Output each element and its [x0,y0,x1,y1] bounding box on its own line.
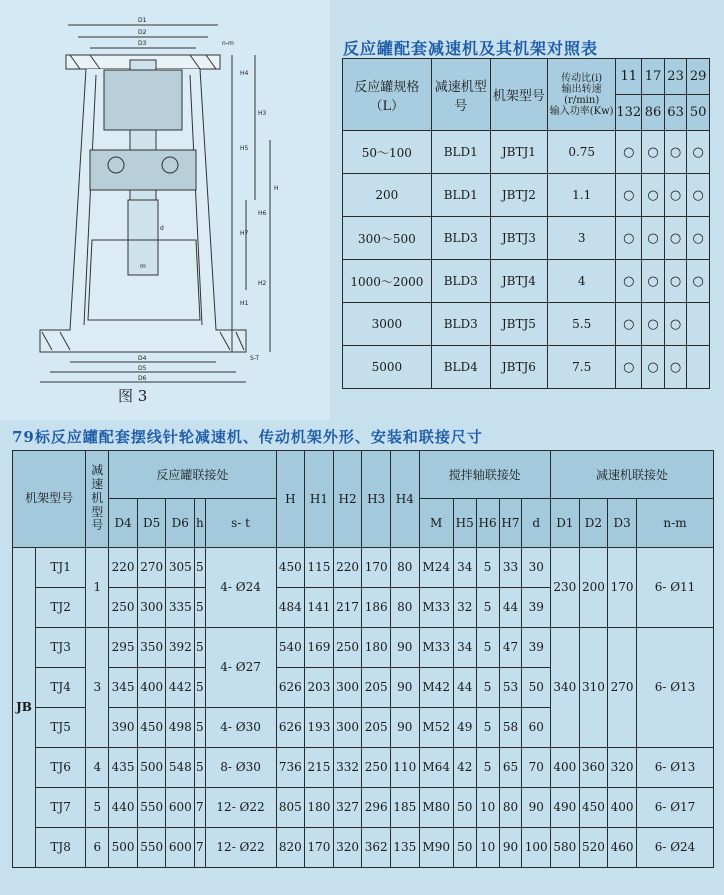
cell-h: 450 [276,547,305,587]
cell-spec: 5000 [343,346,432,389]
compat-mark: ○ [616,260,642,303]
header-H1: H1 [305,451,334,548]
cell-tj: TJ2 [36,587,86,627]
cell-power: 1.1 [547,174,615,217]
cell-d: 39 [522,587,551,627]
compat-mark: ○ [664,174,687,217]
cell-h: 5 [195,587,205,627]
series-jb: JB [13,547,36,867]
ratio-29: 29 [687,59,710,95]
cell-d5: 300 [137,587,166,627]
cell-d: 50 [522,667,551,707]
dim-label-d5: D5 [138,365,147,372]
cell-h: 820 [276,827,305,867]
cell-h5: 32 [453,587,476,627]
cell-m: M33 [419,627,453,667]
cell-d3: 270 [608,627,637,747]
table2-row [13,747,714,787]
header-power: 输入功率(Kw) [549,105,614,117]
cell-h6: 10 [476,787,499,827]
cell-m: M80 [419,787,453,827]
table1-row [343,131,710,174]
cell-d6: 600 [166,827,195,867]
cell-h6: 5 [476,747,499,787]
compat-mark: ○ [687,217,710,260]
dim-label-m: m [140,263,146,270]
cell-tj: TJ1 [36,547,86,587]
cell-d1: 340 [551,627,580,747]
cell-d4: 295 [109,627,138,667]
cell-d4: 500 [109,827,138,867]
cell-h7: 53 [499,667,522,707]
cell-tj: TJ3 [36,627,86,667]
cell-d5: 500 [137,747,166,787]
reducer-frame-table [342,58,710,389]
compat-mark: ○ [642,303,665,346]
cell-m: M64 [419,747,453,787]
dim-label-h2: H2 [258,280,267,287]
cell-power: 4 [547,260,615,303]
table1-row [343,303,710,346]
cell-d6: 600 [166,787,195,827]
cell-h5: 44 [453,667,476,707]
header-H3: H3 [362,451,391,548]
cell-h4: 90 [390,707,419,747]
cell-m: M90 [419,827,453,867]
compat-mark: ○ [616,217,642,260]
cell-h1: 215 [305,747,334,787]
header-H6: H6 [476,499,499,547]
cell-power: 3 [547,217,615,260]
cell-reducer-model: 6 [86,827,109,867]
cell-frame: JBTJ4 [490,260,547,303]
cell-spec: 200 [343,174,432,217]
cell-d6: 392 [166,627,195,667]
ratio-23: 23 [664,59,687,95]
cell-d5: 350 [137,627,166,667]
cell-d3: 400 [608,787,637,827]
compat-mark: ○ [664,303,687,346]
dim-label-h6: H6 [258,210,267,217]
cell-h: 626 [276,707,305,747]
cell-spec: 300～500 [343,217,432,260]
compat-mark: ○ [616,303,642,346]
header-reducer-model: 减速机型号 [86,451,109,548]
dim-label-h7: H7 [240,230,249,237]
cell-d: 39 [522,627,551,667]
cell-tj: TJ6 [36,747,86,787]
cell-d2: 360 [579,747,608,787]
header-H4: H4 [390,451,419,548]
cell-m: M24 [419,547,453,587]
header-reducer: 减速机型号 [431,59,490,131]
cell-power: 5.5 [547,303,615,346]
cell-reducer-model: 5 [86,787,109,827]
cell-reducer: BLD1 [431,131,490,174]
cell-st: 4- Ø24 [205,547,276,627]
cell-d5: 550 [137,827,166,867]
compat-mark: ○ [664,217,687,260]
header-ratio: 传动比(i) [561,72,603,84]
header-H2: H2 [333,451,362,548]
header-D1: D1 [551,499,580,547]
cell-h2: 250 [333,627,362,667]
header-frame: 机架型号 [490,59,547,131]
cell-spec: 50～100 [343,131,432,174]
cell-h: 5 [195,707,205,747]
cell-h: 736 [276,747,305,787]
compat-mark [687,303,710,346]
compat-mark: ○ [664,131,687,174]
cell-h2: 320 [333,827,362,867]
cell-h1: 193 [305,707,334,747]
compat-mark [687,346,710,389]
header-M: M [419,499,453,547]
cell-h7: 47 [499,627,522,667]
cell-d: 30 [522,547,551,587]
cell-h7: 44 [499,587,522,627]
dim-label-h: H [274,185,279,192]
cell-h: 626 [276,667,305,707]
compat-mark: ○ [664,346,687,389]
cell-frame: JBTJ5 [490,303,547,346]
compat-mark: ○ [642,217,665,260]
header-H5: H5 [453,499,476,547]
header-d5: D5 [137,499,166,547]
dim-label-st: S-T [250,355,260,362]
cell-d6: 442 [166,667,195,707]
cell-d3: 170 [608,547,637,627]
table1-row [343,174,710,217]
cell-h6: 10 [476,827,499,867]
table1-row [343,217,710,260]
cell-h3: 186 [362,587,391,627]
cell-nm: 6- Ø17 [637,787,714,827]
speed-50: 50 [687,95,710,131]
header-reducer-conn: 减速机联接处 [551,451,714,499]
cell-d1: 580 [551,827,580,867]
cell-h5: 42 [453,747,476,787]
cell-tj: TJ7 [36,787,86,827]
header-shaft-conn: 搅拌轴联接处 [419,451,550,499]
cell-d1: 230 [551,547,580,627]
cell-h6: 5 [476,587,499,627]
cell-h1: 169 [305,627,334,667]
header-diagonal [547,59,615,131]
speed-63: 63 [664,95,687,131]
compat-mark: ○ [642,174,665,217]
cell-h4: 90 [390,667,419,707]
cell-d4: 220 [109,547,138,587]
cell-d4: 250 [109,587,138,627]
cell-d: 70 [522,747,551,787]
frame-drawing [0,0,330,420]
cell-h: 5 [195,747,205,787]
cell-h: 5 [195,627,205,667]
cell-h2: 217 [333,587,362,627]
cell-h4: 185 [390,787,419,827]
cell-h3: 250 [362,747,391,787]
frame-drawing-svg [0,0,330,420]
cell-h4: 135 [390,827,419,867]
header-h: h [195,499,205,547]
cell-h1: 115 [305,547,334,587]
table1-row [343,260,710,303]
cell-h5: 50 [453,787,476,827]
dim-label-dd: d [160,225,164,232]
cell-h2: 300 [333,667,362,707]
compat-mark: ○ [664,260,687,303]
speed-86: 86 [642,95,665,131]
cell-st: 8- Ø30 [205,747,276,787]
cell-st: 12- Ø22 [205,827,276,867]
dim-label-d4: D4 [138,355,147,362]
header-nm: n-m [637,499,714,547]
cell-d5: 550 [137,787,166,827]
compat-mark: ○ [687,174,710,217]
cell-st: 4- Ø27 [205,627,276,707]
cell-h: 5 [195,667,205,707]
cell-h2: 332 [333,747,362,787]
compat-mark: ○ [616,174,642,217]
cell-d6: 498 [166,707,195,747]
cell-d3: 320 [608,747,637,787]
cell-h: 805 [276,787,305,827]
cell-h3: 205 [362,707,391,747]
cell-tj: TJ5 [36,707,86,747]
cell-h2: 327 [333,787,362,827]
cell-h5: 49 [453,707,476,747]
header-spec: 反应罐规格（L） [343,59,432,131]
header-d6: D6 [166,499,195,547]
cell-d4: 345 [109,667,138,707]
header-st: s- t [205,499,276,547]
cell-d2: 200 [579,547,608,627]
compat-mark: ○ [687,260,710,303]
cell-nm: 6- Ø13 [637,747,714,787]
cell-h1: 180 [305,787,334,827]
cell-h: 484 [276,587,305,627]
cell-h7: 80 [499,787,522,827]
cell-h: 5 [195,547,205,587]
ratio-11: 11 [616,59,642,95]
cell-d5: 400 [137,667,166,707]
dim-label-h1: H1 [240,300,249,307]
header-d: d [522,499,551,547]
cell-h7: 65 [499,747,522,787]
cell-m: M52 [419,707,453,747]
cell-m: M42 [419,667,453,707]
compat-mark: ○ [687,131,710,174]
cell-h6: 5 [476,667,499,707]
cell-h6: 5 [476,547,499,587]
cell-h3: 362 [362,827,391,867]
compat-mark: ○ [642,346,665,389]
cell-nm: 6- Ø11 [637,547,714,627]
cell-power: 7.5 [547,346,615,389]
cell-m: M33 [419,587,453,627]
cell-h1: 170 [305,827,334,867]
table2-row [13,547,714,587]
cell-d1: 400 [551,747,580,787]
cell-d1: 490 [551,787,580,827]
cell-d6: 548 [166,747,195,787]
cell-h3: 170 [362,547,391,587]
header-speed: 输出转速(r/min) [561,83,602,106]
compat-mark: ○ [616,346,642,389]
cell-st: 12- Ø22 [205,787,276,827]
table1-title: 反应罐配套减速机及其机架对照表 [343,39,599,58]
dim-label-nm: n-m [222,40,234,47]
header-H: H [276,451,305,548]
header-H7: H7 [499,499,522,547]
cell-h4: 80 [390,547,419,587]
compat-mark: ○ [616,131,642,174]
cell-h: 7 [195,787,205,827]
cell-h4: 80 [390,587,419,627]
cell-h3: 180 [362,627,391,667]
cell-d: 60 [522,707,551,747]
compat-mark: ○ [642,131,665,174]
cell-d: 90 [522,787,551,827]
dim-label-d1: D1 [138,17,147,24]
dim-label-h3: H3 [258,110,267,117]
cell-d6: 335 [166,587,195,627]
header-frame-model: 机架型号 [13,451,86,548]
dim-label-d2: D2 [138,29,147,36]
dim-label-d3: D3 [138,40,147,47]
cell-h1: 203 [305,667,334,707]
cell-d4: 390 [109,707,138,747]
speed-132: 132 [616,95,642,131]
cell-frame: JBTJ2 [490,174,547,217]
cell-d2: 450 [579,787,608,827]
cell-d4: 440 [109,787,138,827]
cell-reducer: BLD1 [431,174,490,217]
cell-reducer: BLD4 [431,346,490,389]
header-D3: D3 [608,499,637,547]
cell-power: 0.75 [547,131,615,174]
dim-label-d6: D6 [138,375,147,382]
cell-reducer-model: 3 [86,627,109,747]
cell-nm: 6- Ø13 [637,627,714,747]
cell-h4: 110 [390,747,419,787]
cell-tj: TJ4 [36,667,86,707]
table2-row [13,627,714,667]
cell-reducer: BLD3 [431,217,490,260]
cell-nm: 6- Ø24 [637,827,714,867]
cell-h2: 300 [333,707,362,747]
cell-h7: 90 [499,827,522,867]
cell-d4: 435 [109,747,138,787]
cell-reducer: BLD3 [431,303,490,346]
cell-reducer-model: 1 [86,547,109,627]
cell-st: 4- Ø30 [205,707,276,747]
cell-spec: 3000 [343,303,432,346]
cell-spec: 1000～2000 [343,260,432,303]
cell-h5: 34 [453,547,476,587]
cell-tj: TJ8 [36,827,86,867]
cell-reducer: BLD3 [431,260,490,303]
dimensions-table [12,450,714,868]
cell-h3: 205 [362,667,391,707]
cell-h7: 58 [499,707,522,747]
table2-row [13,827,714,867]
cell-h6: 5 [476,707,499,747]
cell-h1: 141 [305,587,334,627]
dim-label-h4: H4 [240,70,249,77]
compat-mark: ○ [642,260,665,303]
cell-d2: 520 [579,827,608,867]
cell-h4: 90 [390,627,419,667]
cell-h5: 50 [453,827,476,867]
cell-d: 100 [522,827,551,867]
cell-d3: 460 [608,827,637,867]
table2-row [13,787,714,827]
table1-row [343,346,710,389]
cell-reducer-model: 4 [86,747,109,787]
cell-h7: 33 [499,547,522,587]
header-tank-conn: 反应罐联接处 [109,451,276,499]
cell-d5: 270 [137,547,166,587]
cell-frame: JBTJ6 [490,346,547,389]
figure-caption: 图 3 [118,387,148,405]
header-d4: D4 [109,499,138,547]
table2-title: 79标反应罐配套摆线针轮减速机、传动机架外形、安装和联接尺寸 [12,428,483,446]
cell-frame: JBTJ1 [490,131,547,174]
dim-label-h5: H5 [240,145,249,152]
cell-h3: 296 [362,787,391,827]
cell-d2: 310 [579,627,608,747]
cell-d6: 305 [166,547,195,587]
header-D2: D2 [579,499,608,547]
cell-d5: 450 [137,707,166,747]
cell-h: 540 [276,627,305,667]
cell-h2: 220 [333,547,362,587]
cell-h5: 34 [453,627,476,667]
ratio-17: 17 [642,59,665,95]
cell-h6: 5 [476,627,499,667]
cell-h: 7 [195,827,205,867]
cell-frame: JBTJ3 [490,217,547,260]
